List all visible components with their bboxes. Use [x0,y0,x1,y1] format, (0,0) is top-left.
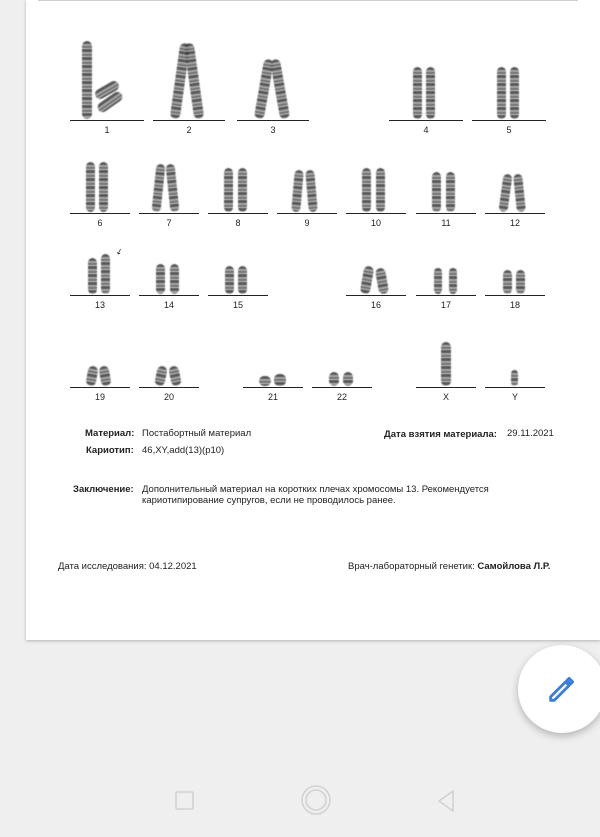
chromosome-21: 21 [243,340,303,402]
back-button[interactable] [434,788,458,814]
home-icon [299,783,333,817]
chromosome-4: 4 [389,30,463,135]
material-value: Постабортный материал [142,428,252,439]
edit-fab-button[interactable] [518,645,600,733]
karyogram-image [26,0,600,410]
back-icon [434,788,458,814]
conclusion-line-2: кариотипирование супругов, если не проводилось ранее. [142,495,396,506]
chromosome-8: 8 [208,155,268,228]
chromosome-16: 16 [346,245,406,310]
chromosome-5: 5 [472,30,546,135]
chromosome-18: 18 [485,245,545,310]
chromosome-20: 20 [139,340,199,402]
chromosome-3: 3 [237,30,309,135]
chromosome-6: 6 [70,155,130,228]
recent-apps-icon [174,790,196,812]
chromosome-17: 17 [416,245,476,310]
sampling-date-value: 29.11.2021 [507,428,554,439]
chromosome-11: 11 [416,155,476,228]
sampling-date-label: Дата взятия материала: [384,429,497,440]
chromosome-1: 1 [70,30,144,135]
recent-apps-button[interactable] [174,790,196,812]
chromosome-7: 7 [139,155,199,228]
chromosome-14: 14 [139,245,199,310]
system-navigation-bar [0,770,600,837]
chromosome-2: 2 [153,30,225,135]
karyotype-label: Кариотип: [86,445,134,456]
pencil-icon [545,672,579,706]
conclusion-label: Заключение: [73,484,134,495]
study-date: Дата исследования: 04.12.2021 [58,561,197,572]
geneticist: Врач-лабораторный генетик: Самойлова Л.Р. [348,561,551,572]
chromosome-y: Y [485,340,545,402]
karyotype-value: 46,XY,add(13)(p10) [142,445,225,456]
home-button[interactable] [299,783,333,817]
chromosome-22: 22 [312,340,372,402]
chromosome-13: ↙ 13 [70,245,130,310]
chromosome-9: 9 [277,155,337,228]
chromosome-10: 10 [346,155,406,228]
chromosome-x: X [416,340,476,402]
chromosome-15: 15 [208,245,268,310]
document-page[interactable] [26,0,600,640]
chromosome-12: 12 [485,155,545,228]
material-label: Материал: [85,428,135,439]
conclusion-line-1: Дополнительный материал на коротких плечах хромосомы 13. Рекомендуется [142,484,489,495]
chromosome-19: 19 [70,340,130,402]
abnormality-marker: ↙ [114,246,125,257]
